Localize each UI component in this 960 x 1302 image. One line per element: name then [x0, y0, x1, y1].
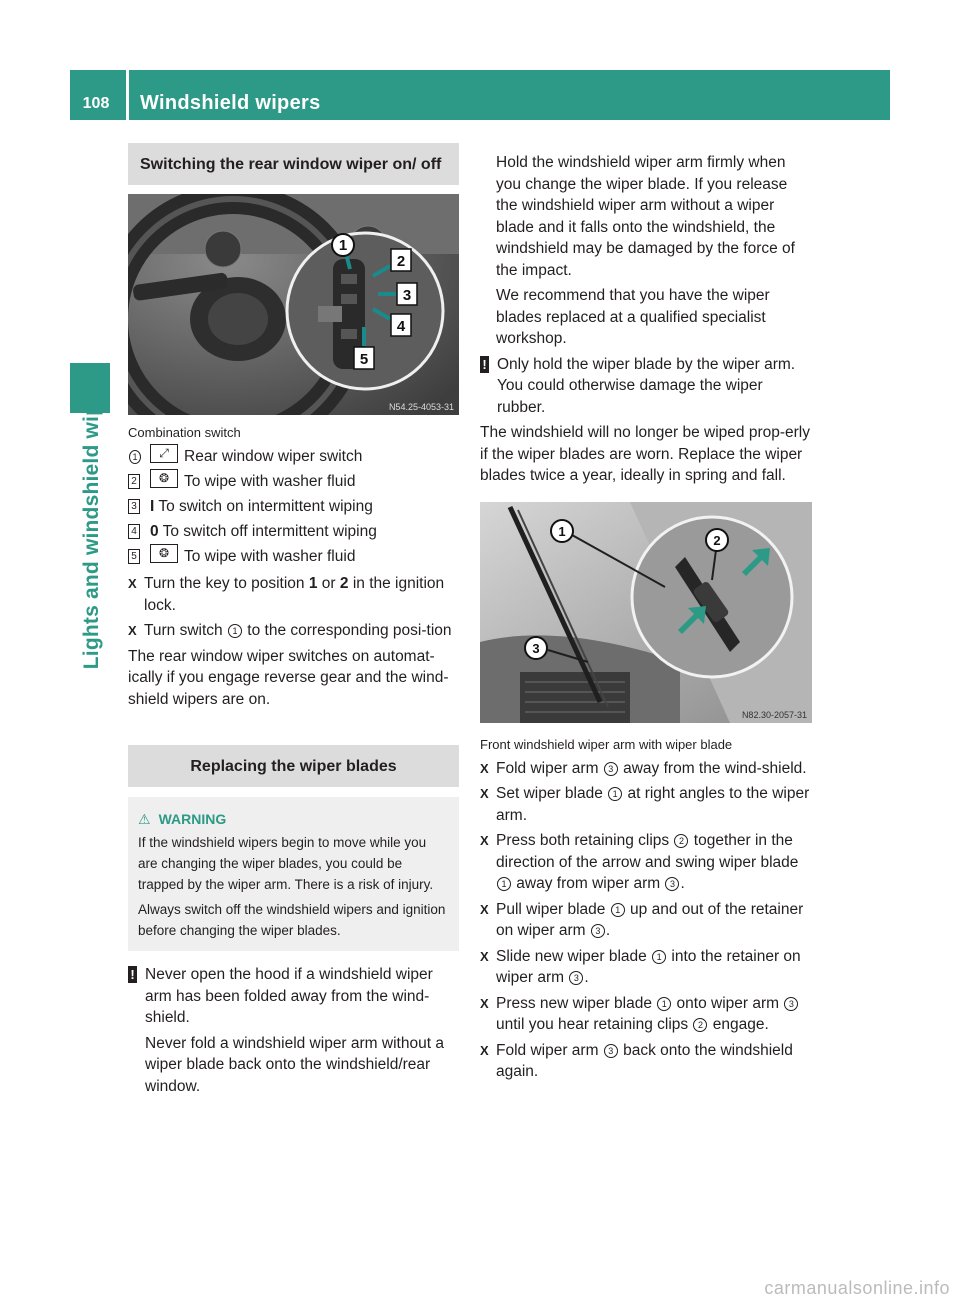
note-hood-text-2: Never fold a windshield wiper arm without a wiper blade back onto the windshield/rear window.: [145, 1034, 444, 1095]
warning-icon: ⚠: [138, 811, 151, 827]
fig1-callout-1: 1: [338, 237, 348, 254]
caution-icon: !: [128, 966, 137, 983]
legend-marker-4: 4: [128, 524, 140, 539]
fig2-callout-2: 2: [713, 532, 721, 548]
legend-text-2: To wipe with washer fluid: [184, 473, 356, 490]
note-wiper-rubber-text: Only hold the wiper blade by the wiper arm. You could otherwise damage the wiper rubber.: [497, 355, 796, 416]
arrow-icon: X: [480, 833, 489, 848]
legend-text-4: To switch off intermittent wiping: [162, 523, 377, 540]
instruction-item: X Slide new wiper blade 1 into the retainer on wiper arm 3 .: [480, 946, 812, 989]
header-separator: [126, 70, 129, 120]
legend-bold-4: 0: [150, 523, 159, 540]
note-wiper-rubber: [480, 354, 812, 419]
legend-item-5: [128, 544, 459, 569]
warning-title: ⚠ WARNING: [138, 809, 449, 830]
section-heading-replacing: Replacing the wiper blades: [128, 745, 459, 787]
note-hood-text-1: Never open the hood if a windshield wiper arm has been folded away from the wind-shield.: [145, 966, 433, 1026]
legend-item-1: [128, 444, 459, 469]
switch-legend: [128, 444, 459, 569]
arrow-icon: X: [480, 760, 489, 776]
legend-item-4: [128, 519, 459, 544]
fig2-code: N82.30-2057-31: [741, 709, 807, 720]
arrow-icon: X: [128, 623, 137, 638]
arrow-icon: X: [128, 576, 137, 591]
fig2-callout-3: 3: [532, 640, 540, 656]
washer-icon: ❂: [150, 469, 178, 488]
instruction-item: X Set wiper blade 1 at right angles to the wiper arm.: [480, 783, 812, 826]
section-heading-rear-wiper: Switching the rear window wiper on/ off: [128, 143, 459, 185]
page-number: 108: [82, 95, 110, 112]
arrow-icon: X: [480, 995, 489, 1011]
left-column: [128, 143, 459, 1097]
continued-text-1: Hold the windshield wiper arm firmly when you change the wiper blade. If you release the windshield wiper arm without a wiper blade and it falls onto the windshield, the windshield may be damaged by the force of the impact.: [496, 154, 795, 279]
arrow-icon: X: [480, 901, 489, 917]
instruction-item: X Pull wiper blade 1 up and out of the retainer on wiper arm 3 .: [480, 899, 812, 942]
rear-wiper-icon: ⤢: [150, 444, 178, 463]
warning-text-2: Always switch off the windshield wipers and ignition before changing the wiper blades.: [138, 902, 446, 938]
continued-text-2: We recommend that you have the wiper blades replaced at a qualified specialist workshop.: [496, 287, 770, 347]
legend-item-3: [128, 494, 459, 519]
arrow-icon: X: [480, 786, 489, 801]
arrow-icon: X: [480, 1042, 489, 1058]
caution-icon: !: [480, 356, 489, 373]
warning-text-1: If the windshield wipers begin to move while you are changing the wiper blades, you could be trapped by the wiper arm. There is a risk of injury.: [138, 835, 434, 892]
legend-item-2: [128, 469, 459, 494]
legend-marker-5: 5: [128, 549, 140, 564]
note-hood: [128, 964, 459, 1097]
instruction-item: X Press both retaining clips 2 together in the direction of the arrow and swing wiper blade 1 away from wiper arm 3 .: [480, 830, 812, 895]
warning-box: [128, 797, 459, 951]
footer-watermark: carmanualsonline.info: [764, 1278, 950, 1298]
fig2-callout-1: 1: [558, 523, 566, 539]
washer-icon: ❂: [150, 544, 178, 563]
fig1-callout-4: 4: [396, 318, 406, 335]
legend-bold-3: I: [150, 498, 155, 515]
fig1-caption: Combination switch: [128, 425, 241, 440]
legend-marker-1: 1: [129, 450, 141, 464]
fig2-caption: Front windshield wiper arm with wiper blade: [480, 736, 733, 752]
figure-combination-switch: [128, 194, 459, 415]
paragraph-reverse-gear: The rear window wiper switches on automat-ically if you engage reverse gear and the wind-shield wipers are on.: [128, 647, 449, 708]
fig1-callout-5: 5: [359, 351, 369, 368]
side-tab-label: Lights and windshield wipers: [80, 370, 103, 670]
legend-marker-3: 3: [128, 499, 140, 514]
instruction-item: X Turn the key to position 1 or 2 in the ignition lock.: [128, 573, 459, 616]
fig1-callout-3: 3: [402, 287, 412, 304]
legend-text-1: Rear window wiper switch: [184, 448, 363, 465]
instructions-rear-wiper: [128, 573, 459, 642]
page-title: Windshield wipers: [140, 92, 321, 114]
fig1-code: N54.25-4053-31: [388, 402, 454, 412]
combination-switch-illustration: [128, 194, 459, 415]
instructions-replace-blade: [480, 758, 812, 1083]
fig1-callout-2: 2: [396, 253, 406, 270]
instruction-item: X Turn switch 1 to the corresponding posi-tion: [128, 620, 459, 642]
instruction-item: X Fold wiper arm 3 away from the wind-shield.: [480, 758, 812, 780]
right-column: [480, 152, 812, 1083]
legend-marker-2: 2: [128, 474, 140, 489]
instruction-item: X Fold wiper arm 3 back onto the windshield again.: [480, 1040, 812, 1083]
paragraph-worn-blades: The windshield will no longer be wiped prop-erly if the wiper blades are worn. Replace the wiper blades twice a year, ideally in spring and fall.: [480, 424, 810, 484]
arrow-icon: X: [480, 948, 489, 964]
legend-text-3: To switch on intermittent wiping: [158, 498, 373, 515]
figure-wiper-arm: [480, 502, 812, 723]
legend-text-5: To wipe with washer fluid: [184, 548, 356, 565]
wiper-arm-illustration: [480, 502, 812, 723]
instruction-item: X Press new wiper blade 1 onto wiper arm 3 until you hear retaining clips 2 engage.: [480, 993, 812, 1036]
